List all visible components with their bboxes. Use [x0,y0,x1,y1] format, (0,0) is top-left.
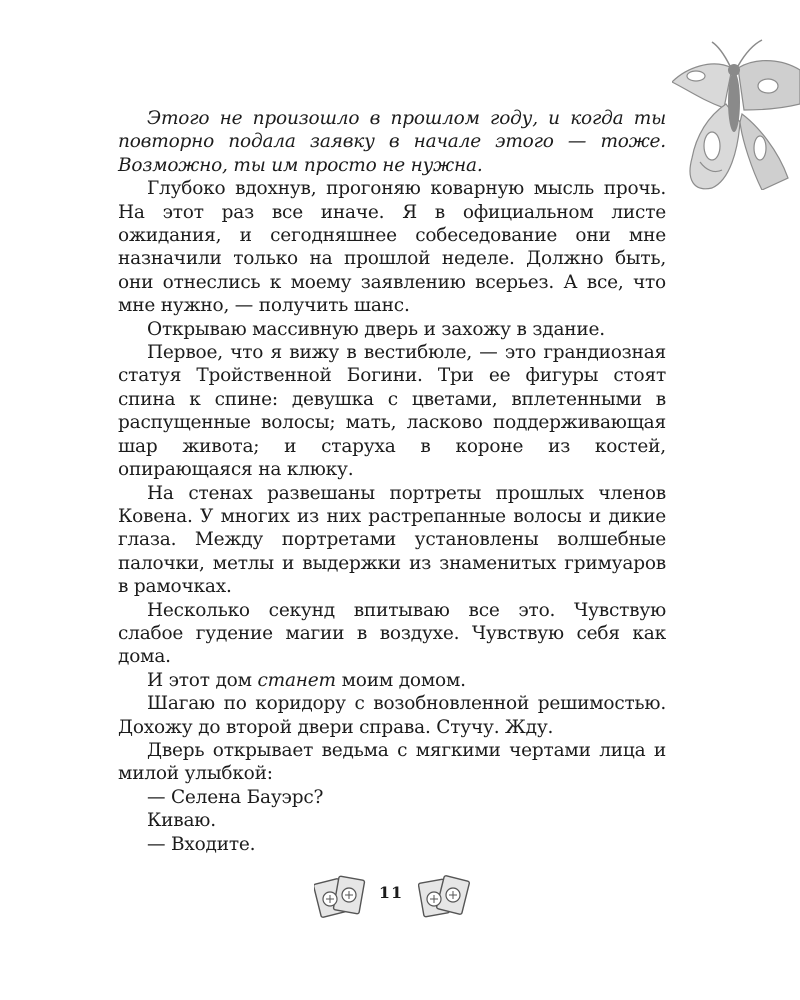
text-run: И этот дом [147,669,258,691]
paragraph [118,482,666,599]
paragraph [118,177,666,317]
paragraph [118,809,666,832]
text-run: Несколько секунд впитываю все это. Чувствую слабое гудение магии в воздухе. Чувствую себя как дома. [118,599,666,668]
text-run: Киваю. [147,810,216,832]
text-run: Первое, что я вижу в вестибюле, — это грандиозная статуя Тройственной Богини. Три ее фигуры стоят спина к спине: девушка с цветами, вплетенными в распущенные волосы; мать, ласково поддерживающая шар живота; и старуха в короне из костей, опирающаяся на клюку. [118,342,666,481]
italic-text: станет [257,669,336,691]
text-run: На стенах развешаны портреты прошлых членов Ковена. У многих из них растрепанные волосы и дикие глаза. Между портретами установлены волшебные палочки, метлы и выдержки из знаменитых гримуаров в рамочках. [118,482,666,598]
text-run: Открываю массивную дверь и захожу в здание. [147,318,605,340]
paragraph [118,786,666,809]
text-run: — Селена Бауэрс? [147,786,324,808]
text-run: — Входите. [147,833,256,855]
tarot-cards-icon [314,873,366,919]
paragraph [118,107,666,177]
text-run: Дверь открывает ведьма с мягкими чертами лица и милой улыбкой: [118,739,666,785]
page-footer [300,868,480,928]
moth-illustration-icon [672,30,800,190]
paragraph [118,341,666,481]
paragraph [118,669,666,692]
paragraph [118,318,666,341]
text-run: Шагаю по коридору с возобновленной решимостью. Дохожу до второй двери справа. Стучу. Жду. [118,693,666,738]
body-text [118,107,666,856]
italic-text: Этого не произошло в прошлом году, и когда ты повторно подала заявку в начале этого — тоже. Возможно, ты им просто не нужна. [118,108,666,176]
paragraph [118,833,666,856]
text-run: Глубоко вдохнув, прогоняю коварную мысль прочь. На этот раз все иначе. Я в официальном листе ожидания, и сегодняшнее собеседование они мне назначили только на прошлой неделе. Должно быть, они отнеслись к моему заявлению всерьез. А все, что мне нужно, — получить шанс. [118,178,666,317]
page-number: 11 [378,883,404,902]
text-run: моим домом. [335,669,466,691]
paragraph [118,692,666,739]
paragraph [118,599,666,669]
tarot-cards-icon [418,873,470,919]
paragraph [118,739,666,786]
